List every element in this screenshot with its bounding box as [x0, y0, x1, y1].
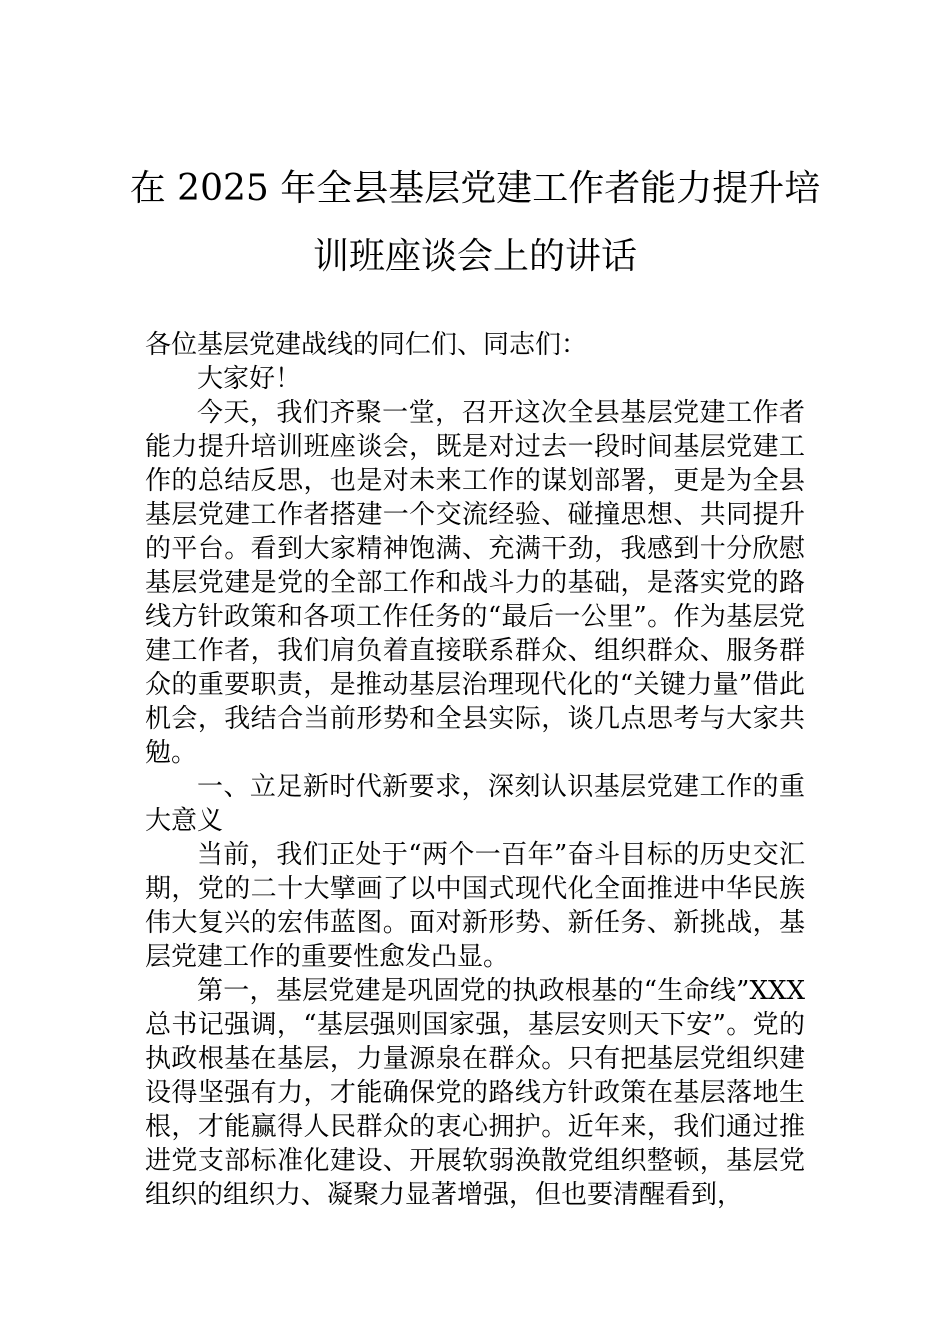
document-title-line-1: 在 2025 年全县基层党建工作者能力提升培 [129, 168, 821, 209]
section-heading-1: 一、立足新时代新要求，深刻认识基层党建工作的重大意义 [145, 772, 805, 836]
paragraph-intro: 今天，我们齐聚一堂，召开这次全县基层党建工作者能力提升培训班座谈会，既是对过去一段时间基层党建工作的总结反思，也是对未来工作的谋划部署，更是为全县基层党建工作者搭建一个交流经验、碰撞思想、共同提升的平台。看到大家精神饱满、充满干劲，我感到十分欣慰基层党建是党的全部工作和战斗力的基础，是落实党的路线方针政策和各项工作任务的“最后一公里”。作为基层党建工作者，我们肩负着直接联系群众、组织群众、服务群众的重要职责，是推动基层治理现代化的“关键力量”借此机会，我结合当前形势和全县实际，谈几点思考与大家共勉。 [145, 398, 805, 768]
salutation: 各位基层党建战线的同仁们、同志们： [145, 330, 588, 360]
greeting: 大家好！ [197, 364, 302, 394]
paragraph-point-1: 第一，基层党建是巩固党的执政根基的“生命线”XXX 总书记强调，“基层强则国家强，基层安则天下安”。党的执政根基在基层，力量源泉在群众。只有把基层党组织建设得坚强有力，才能确保党的路线方针政策在基层落地生根，才能赢得人民群众的衷心拥护。近年来，我们通过推进党支部标准化建设、开展软弱涣散党组织整顿，基层党组织的组织力、凝聚力显著增强，但也要清醒看到， [145, 976, 805, 1210]
document-title-line-2: 训班座谈会上的讲话 [312, 236, 637, 277]
document-body [145, 328, 805, 1212]
paragraph-section-1: 当前，我们正处于“两个一百年”奋斗目标的历史交汇期，党的二十大擘画了以中国式现代化全面推进中华民族伟大复兴的宏伟蓝图。面对新形势、新任务、新挑战，基层党建工作的重要性愈发凸显。 [145, 840, 805, 972]
